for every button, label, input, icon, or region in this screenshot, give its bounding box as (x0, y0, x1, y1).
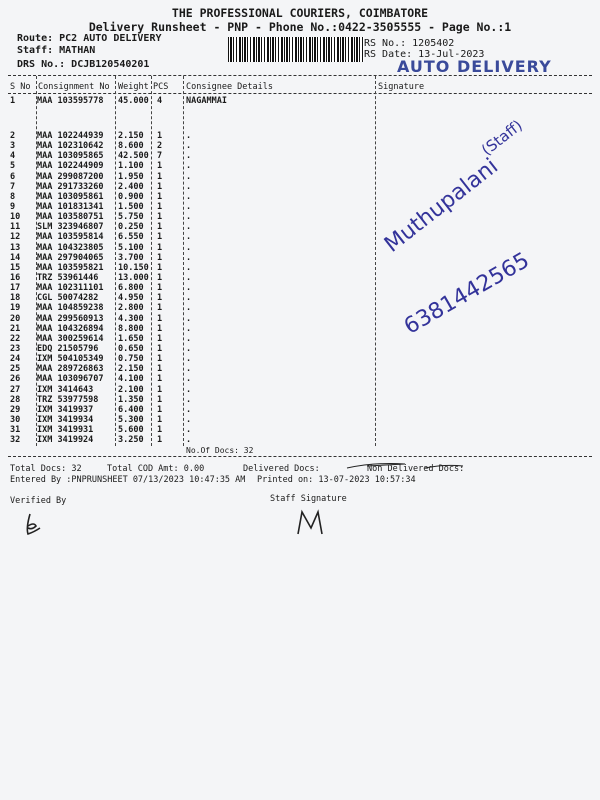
row-weight: 2.150 (118, 364, 144, 375)
table-row (0, 97, 600, 106)
staff-signature-label: Staff Signature (270, 494, 347, 504)
row-details: . (186, 272, 192, 283)
row-pcs: 7 (157, 151, 163, 162)
row-consignment: MAA 299087200 (37, 171, 104, 182)
row-sno: 9 (10, 201, 16, 212)
row-details: . (186, 313, 192, 324)
delivered-docs: Delivered Docs: (243, 464, 320, 474)
rs-date: RS Date: 13-Jul-2023 (364, 49, 485, 60)
row-pcs: 1 (157, 222, 163, 233)
row-pcs: 2 (157, 141, 163, 152)
row-consignment: MAA 101831341 (37, 201, 104, 212)
row-weight: 4.950 (118, 293, 144, 304)
row-sno: 31 (10, 425, 21, 436)
staff-signature (294, 508, 330, 538)
row-details: . (186, 354, 192, 365)
row-sno: 6 (10, 171, 16, 182)
row-sno: 2 (10, 131, 16, 141)
row-pcs: 1 (157, 212, 163, 223)
row-pcs: 1 (157, 232, 163, 243)
table-row (0, 365, 600, 374)
row-details: . (186, 414, 192, 425)
row-sno: 8 (10, 191, 16, 202)
row-pcs: 1 (157, 323, 163, 334)
row-details: . (186, 232, 192, 243)
col-weight: Weight (118, 82, 149, 92)
printed-on: Printed on: 13-07-2023 10:57:34 (257, 475, 416, 485)
row-sno: 29 (10, 404, 21, 415)
runsheet-title: Delivery Runsheet - PNP - Phone No.:0422-3505555 - Page No.:1 (88, 20, 512, 34)
row-sno: 17 (10, 283, 21, 294)
row-consignment: IXM 3419924 (37, 435, 94, 446)
row-weight: 1.950 (118, 171, 144, 182)
row-consignment: MAA 103595778 (37, 96, 104, 106)
row-consignment: MAA 102311101 (37, 283, 104, 294)
row-weight: 5.100 (118, 242, 144, 253)
row-consignment: MAA 102244939 (37, 131, 104, 141)
handwritten-name: Muthupalani (380, 153, 503, 258)
row-sno: 13 (10, 242, 21, 253)
row-pcs: 1 (157, 252, 163, 263)
table-row (0, 152, 600, 161)
table-row (0, 325, 600, 334)
row-weight: 5.600 (118, 425, 144, 436)
row-consignment: MAA 103580751 (37, 212, 104, 223)
table-row (0, 315, 600, 324)
table-row (0, 294, 600, 303)
row-weight: 5.750 (118, 212, 144, 223)
row-details: . (186, 343, 192, 354)
verified-by-label: Verified By (10, 496, 67, 506)
row-weight: 2.800 (118, 303, 144, 314)
row-details: . (186, 435, 192, 446)
row-consignment: MAA 300259614 (37, 333, 104, 344)
row-consignment: MAA 103095861 (37, 191, 104, 202)
row-weight: 6.800 (118, 283, 144, 294)
row-consignment: SLM 323946807 (37, 222, 104, 233)
row-consignment: IXM 3419931 (37, 425, 94, 436)
row-weight: 0.900 (118, 191, 144, 202)
table-row (0, 233, 600, 242)
row-pcs: 1 (157, 313, 163, 324)
row-sno: 28 (10, 394, 21, 405)
route-label: Route: PC2 AUTO DELIVERY (17, 33, 162, 44)
handwritten-phone: 6381442565 (400, 248, 534, 340)
row-details: . (186, 131, 192, 141)
row-pcs: 1 (157, 201, 163, 212)
row-sno: 19 (10, 303, 21, 314)
row-consignment: EDQ 21505796 (37, 343, 99, 354)
row-details: . (186, 141, 192, 152)
col-pcs: PCS (153, 82, 169, 92)
row-details: NAGAMMAI (186, 96, 227, 106)
row-details: . (186, 191, 192, 202)
row-sno: 18 (10, 293, 21, 304)
row-details: . (186, 252, 192, 263)
row-details: . (186, 262, 192, 273)
row-weight: 0.650 (118, 343, 144, 354)
table-row (0, 223, 600, 232)
row-weight: 0.250 (118, 222, 144, 233)
row-weight: 8.600 (118, 141, 144, 152)
table-row (0, 304, 600, 313)
row-weight: 42.500 (118, 151, 149, 162)
row-details: . (186, 222, 192, 233)
table-row (0, 355, 600, 364)
company-title: THE PROFESSIONAL COURIERS, COIMBATORE (171, 6, 429, 20)
row-consignment: MAA 104326894 (37, 323, 104, 334)
row-weight: 1.500 (118, 201, 144, 212)
handwritten-role: (Staff) (478, 116, 526, 160)
row-details: . (186, 303, 192, 314)
row-pcs: 1 (157, 384, 163, 395)
row-weight: 2.400 (118, 181, 144, 192)
row-details: . (186, 333, 192, 344)
row-sno: 27 (10, 384, 21, 395)
row-consignment: MAA 104859238 (37, 303, 104, 314)
row-details: . (186, 293, 192, 304)
row-weight: 45.000 (118, 96, 149, 106)
row-weight: 4.100 (118, 374, 144, 385)
row-sno: 3 (10, 141, 16, 152)
row-sno: 23 (10, 343, 21, 354)
row-weight: 1.100 (118, 161, 144, 172)
row-consignment: CGL 50074282 (37, 293, 99, 304)
row-weight: 1.650 (118, 333, 144, 344)
table-row (0, 142, 600, 151)
row-details: . (186, 171, 192, 182)
row-consignment: MAA 103096707 (37, 374, 104, 385)
row-details: . (186, 323, 192, 334)
row-weight: 8.800 (118, 323, 144, 334)
row-consignment: TRZ 53961446 (37, 272, 99, 283)
col-consignee-details: Consignee Details (186, 82, 273, 92)
row-weight: 2.100 (118, 384, 144, 395)
row-pcs: 1 (157, 435, 163, 446)
row-sno: 22 (10, 333, 21, 344)
row-details: . (186, 425, 192, 436)
row-consignment: MAA 102244909 (37, 161, 104, 172)
row-consignment: IXM 3419937 (37, 404, 94, 415)
row-pcs: 1 (157, 333, 163, 344)
row-sno: 25 (10, 364, 21, 375)
row-pcs: 1 (157, 374, 163, 385)
verified-signature (20, 508, 50, 538)
header-bottom-rule (8, 93, 592, 94)
row-sno: 16 (10, 272, 21, 283)
non-delivered-docs: Non Delivered Docs: (367, 464, 465, 474)
auto-delivery-stamp: AUTO DELIVERY (397, 57, 552, 76)
row-weight: 4.300 (118, 313, 144, 324)
row-consignment: MAA 103595814 (37, 232, 104, 243)
row-sno: 4 (10, 151, 16, 162)
row-pcs: 1 (157, 404, 163, 415)
row-pcs: 1 (157, 303, 163, 314)
row-sno: 32 (10, 435, 21, 446)
drs-number: DRS No.: DCJB120540201 (17, 59, 150, 70)
row-sno: 11 (10, 222, 21, 233)
row-pcs: 1 (157, 343, 163, 354)
row-pcs: 1 (157, 394, 163, 405)
row-details: . (186, 242, 192, 253)
row-pcs: 1 (157, 131, 163, 141)
table-row (0, 375, 600, 384)
total-cod-amount: Total COD Amt: 0.00 (107, 464, 205, 474)
table-row (0, 162, 600, 171)
row-details: . (186, 364, 192, 375)
row-details: . (186, 181, 192, 192)
row-consignment: TRZ 53977598 (37, 394, 99, 405)
row-pcs: 1 (157, 425, 163, 436)
row-weight: 6.400 (118, 404, 144, 415)
row-details: . (186, 374, 192, 385)
col-signature: Signature (378, 82, 425, 92)
table-row (0, 426, 600, 435)
row-pcs: 1 (157, 414, 163, 425)
row-pcs: 1 (157, 262, 163, 273)
table-row (0, 284, 600, 293)
table-row (0, 213, 600, 222)
row-sno: 21 (10, 323, 21, 334)
row-consignment: MAA 104323805 (37, 242, 104, 253)
barcode (228, 37, 364, 62)
row-consignment: MAA 103095865 (37, 151, 104, 162)
row-sno: 20 (10, 313, 21, 324)
row-sno: 24 (10, 354, 21, 365)
row-details: . (186, 384, 192, 395)
row-consignment: MAA 299560913 (37, 313, 104, 324)
row-weight: 13.000 (118, 272, 149, 283)
row-details: . (186, 201, 192, 212)
table-row (0, 396, 600, 405)
table-row (0, 183, 600, 192)
row-consignment: MAA 297904065 (37, 252, 104, 263)
row-sno: 26 (10, 374, 21, 385)
row-pcs: 1 (157, 171, 163, 182)
row-weight: 3.700 (118, 252, 144, 263)
signature-scribble (345, 460, 465, 472)
row-pcs: 1 (157, 181, 163, 192)
table-row (0, 345, 600, 354)
row-pcs: 1 (157, 191, 163, 202)
row-details: . (186, 151, 192, 162)
row-weight: 5.300 (118, 414, 144, 425)
row-consignment: IXM 3419934 (37, 414, 94, 425)
row-pcs: 1 (157, 272, 163, 283)
header-top-rule (8, 75, 592, 76)
table-bottom-rule (8, 456, 592, 457)
table-row (0, 335, 600, 344)
row-sno: 15 (10, 262, 21, 273)
staff-label: Staff: MATHAN (17, 45, 96, 56)
row-consignment: IXM 504105349 (37, 354, 104, 365)
row-sno: 7 (10, 181, 16, 192)
row-details: . (186, 394, 192, 405)
row-sno: 14 (10, 252, 21, 263)
row-weight: 2.150 (118, 131, 144, 141)
table-row (0, 244, 600, 253)
row-pcs: 1 (157, 161, 163, 172)
row-sno: 1 (10, 96, 16, 106)
no-of-docs: No.Of Docs: 32 (186, 446, 254, 455)
row-sno: 5 (10, 161, 16, 172)
row-consignment: MAA 289726863 (37, 364, 104, 375)
row-weight: 1.350 (118, 394, 144, 405)
table-row (0, 193, 600, 202)
col-sno: S No (10, 82, 31, 92)
row-weight: 10.150 (118, 262, 149, 273)
row-details: . (186, 404, 192, 415)
row-weight: 0.750 (118, 354, 144, 365)
total-docs: Total Docs: 32 (10, 464, 82, 474)
row-details: . (186, 283, 192, 294)
table-row (0, 416, 600, 425)
row-consignment: IXM 3414643 (37, 384, 94, 395)
row-pcs: 4 (157, 96, 163, 106)
row-pcs: 1 (157, 283, 163, 294)
row-sno: 30 (10, 414, 21, 425)
col-consignment: Consignment No (38, 82, 110, 92)
row-consignment: MAA 102310642 (37, 141, 104, 152)
rs-number: RS No.: 1205402 (364, 38, 455, 49)
row-sno: 12 (10, 232, 21, 243)
row-sno: 10 (10, 212, 21, 223)
table-row (0, 386, 600, 395)
table-row (0, 173, 600, 182)
row-details: . (186, 212, 192, 223)
table-row (0, 406, 600, 415)
table-row (0, 436, 600, 445)
row-details: . (186, 161, 192, 172)
entered-by: Entered By :PNPRUNSHEET 07/13/2023 10:47:35 AM (10, 475, 246, 485)
row-consignment: MAA 291733260 (37, 181, 104, 192)
row-pcs: 1 (157, 354, 163, 365)
row-pcs: 1 (157, 293, 163, 304)
row-weight: 6.550 (118, 232, 144, 243)
row-weight: 3.250 (118, 435, 144, 446)
table-row (0, 203, 600, 212)
row-pcs: 1 (157, 242, 163, 253)
row-pcs: 1 (157, 364, 163, 375)
row-consignment: MAA 103595821 (37, 262, 104, 273)
